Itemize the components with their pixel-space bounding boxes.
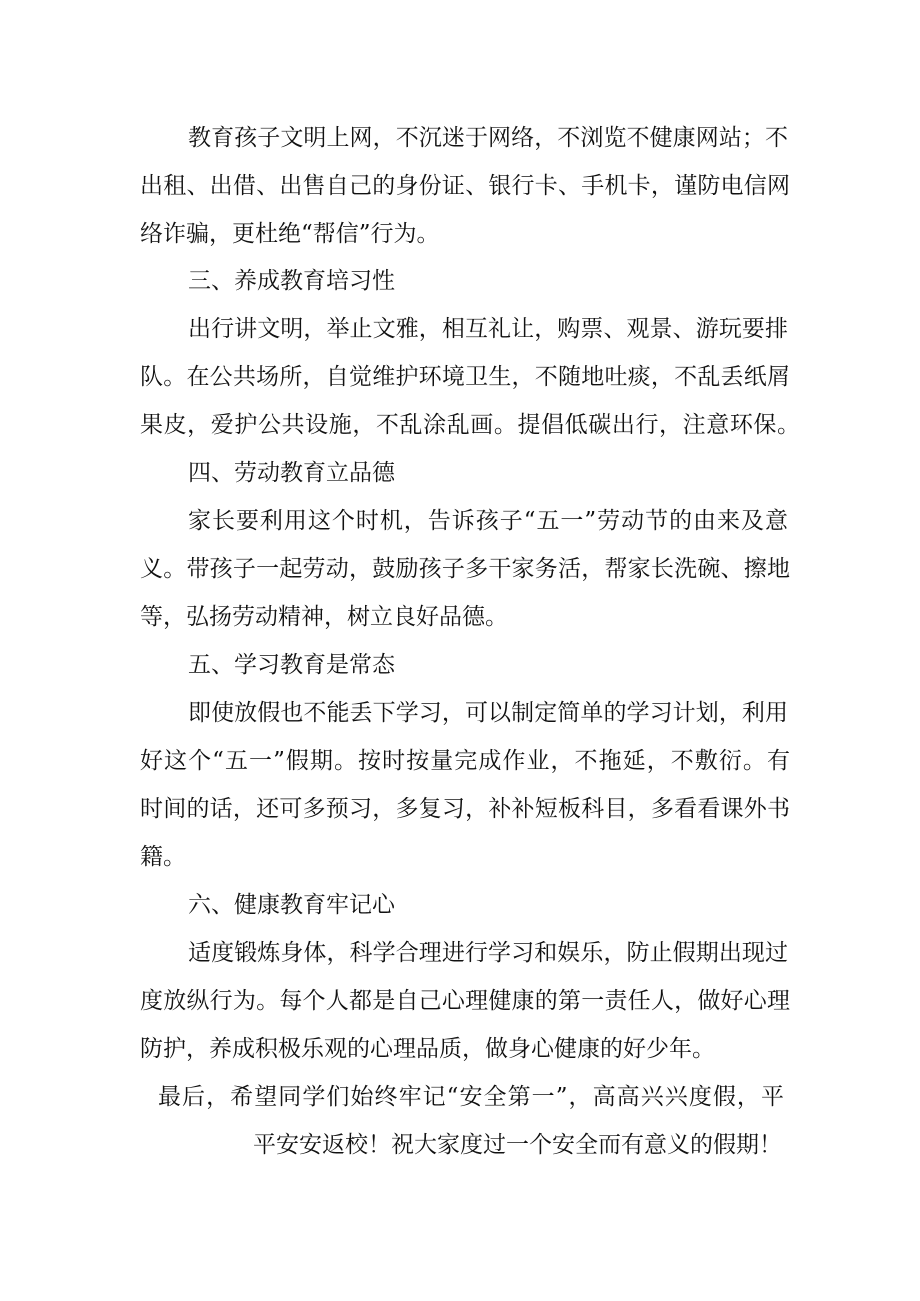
closing-line: 平安安返校！祝大家度过一个安全而有意义的假期！	[253, 1132, 782, 1158]
paragraph-line: 等，弘扬劳动精神，树立良好品德。	[140, 604, 508, 630]
paragraph-line: 好这个“五一”假期。按时按量完成作业，不拖延，不敷衍。有	[140, 748, 790, 774]
paragraph-line: 果皮，爱护公共设施，不乱涂乱画。提倡低碳出行，注意环保。	[140, 412, 800, 438]
paragraph-line: 出行讲文明，举止文雅，相互礼让，购票、观景、游玩要排	[188, 316, 788, 342]
section-heading: 三、养成教育培习性	[188, 268, 395, 294]
paragraph-line: 队。在公共场所，自觉维护环境卫生，不随地吐痰，不乱丢纸屑	[140, 364, 790, 390]
section-heading: 六、健康教育牢记心	[188, 892, 395, 918]
paragraph-line: 即使放假也不能丢下学习，可以制定简单的学习计划，利用	[188, 700, 788, 726]
paragraph-line: 络诈骗，更杜绝“帮信”行为。	[140, 221, 440, 247]
paragraph-line: 出租、出借、出售自己的身份证、银行卡、手机卡，谨防电信网	[140, 173, 790, 199]
paragraph-line: 义。带孩子一起劳动，鼓励孩子多干家务活，帮家长洗碗、擦地	[140, 556, 790, 582]
section-heading: 四、劳动教育立品德	[188, 460, 395, 486]
paragraph-line: 家长要利用这个时机，告诉孩子“五一”劳动节的由来及意	[188, 508, 788, 534]
closing-line: 最后，希望同学们始终牢记“安全第一”，高高兴兴度假，平	[158, 1084, 784, 1110]
paragraph-line: 度放纵行为。每个人都是自己心理健康的第一责任人，做好心理	[140, 988, 790, 1014]
section-heading: 五、学习教育是常态	[188, 652, 395, 678]
paragraph-line: 适度锻炼身体，科学合理进行学习和娱乐，防止假期出现过	[188, 940, 788, 966]
paragraph-line: 防护，养成积极乐观的心理品质，做身心健康的好少年。	[140, 1036, 715, 1062]
paragraph-line: 教育孩子文明上网，不沉迷于网络，不浏览不健康网站；不	[188, 125, 788, 151]
paragraph-line: 时间的话，还可多预习，多复习，补补短板科目，多看看课外书	[140, 796, 790, 822]
paragraph-line: 籍。	[140, 844, 186, 870]
